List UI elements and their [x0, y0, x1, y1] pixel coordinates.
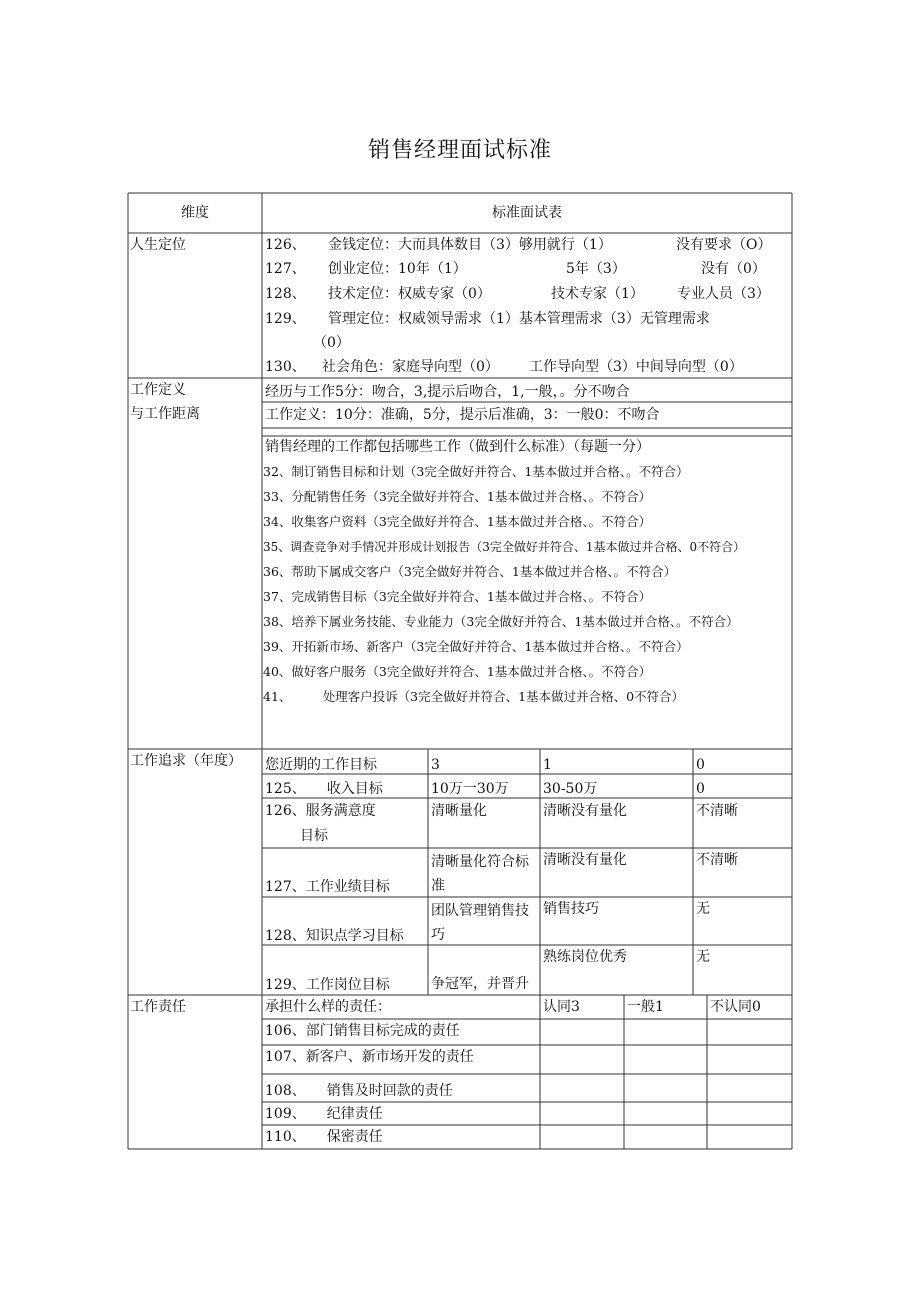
- pursuit-cell: 126、服务满意度: [265, 803, 376, 819]
- pursuit-cell: 团队管理销售技: [431, 903, 529, 919]
- page-title: 销售经理面试标准: [367, 138, 552, 163]
- pursuit-cell: 无: [696, 901, 710, 917]
- pursuit-cell: 目标: [300, 828, 328, 844]
- tasks-header: 销售经理的工作都包括哪些工作（做到什么标准）（每题一分）: [265, 439, 650, 455]
- life-row-option: 5年（3）: [566, 261, 626, 277]
- task-item: 33、分配销售任务（3完全做好并符合、1基本做过并合格、。不符合）: [263, 489, 652, 504]
- pursuit-cell: 125、 收入目标: [265, 781, 383, 797]
- resp-header-neutral: 一般1: [627, 999, 664, 1015]
- task-item: 34、收集客户资料（3完全做好并符合、1基本做过并合格、。不符合）: [263, 514, 652, 529]
- pursuit-cell: 不清晰: [696, 803, 738, 819]
- pursuit-cell: 巧: [431, 927, 445, 943]
- resp-item: 109、 纪律责任: [265, 1106, 383, 1122]
- life-row-item: 金钱定位：大而具体数目（3）够用就行（1）: [328, 237, 612, 253]
- task-item: 40、做好客户服务（3完全做好并符合、1基本做过并合格、。不符合）: [263, 664, 652, 679]
- resp-header-agree: 认同3: [543, 999, 580, 1015]
- task-item: 36、帮助下属成交客户（3完全做好并符合、1基本做过并合格、。不符合）: [263, 564, 677, 579]
- resp-header-disagree: 不认同0: [710, 999, 761, 1015]
- pursuit-cell: 1: [543, 757, 552, 773]
- life-row-option: 专业人员（3）: [677, 286, 770, 302]
- resp-item: 108、 销售及时回款的责任: [265, 1083, 453, 1099]
- workdef-line: 经历与工作5分：吻合，3,提示后吻合，1,一般，。分不吻合: [265, 384, 630, 400]
- pursuit-cell: 127、工作业绩目标: [265, 879, 390, 895]
- task-item: 37、完成销售目标（3完全做好并符合、1基本做过并合格、。不符合）: [263, 589, 652, 604]
- section-label-workdef-2: 与工作距离: [130, 406, 200, 422]
- pursuit-cell: 销售技巧: [543, 901, 599, 917]
- pursuit-cell: 您近期的工作目标: [265, 757, 377, 773]
- life-row-option: 工作导向型（3）中间导向型（0）: [529, 359, 743, 375]
- column-header-table: 标准面试表: [492, 205, 562, 221]
- pursuit-cell: 不清晰: [696, 852, 738, 868]
- pursuit-cell: 清晰量化符合标: [431, 854, 529, 870]
- task-item: 35、调查竞争对手情况并形成计划报告（3完全做好并符合、1基本做过并合格、0不符合）: [263, 540, 746, 554]
- column-header-dimension: 维度: [181, 205, 209, 221]
- pursuit-cell: 争冠军，并晋升: [431, 976, 529, 992]
- section-label-life: 人生定位: [130, 237, 186, 253]
- task-item: 41、 处理客户投诉（3完全做好并符合、1基本做过并合格、0不符合）: [263, 689, 685, 704]
- life-row-continuation: （0）: [313, 335, 350, 351]
- task-item: 38、培养下属业务技能、专业能力（3完全做好并符合、1基本做过并合格、。不符合）: [263, 614, 739, 629]
- pursuit-cell: 129、工作岗位目标: [265, 977, 390, 993]
- pursuit-cell: 0: [696, 781, 705, 797]
- life-row-option: 技术专家（1）: [551, 286, 644, 302]
- life-row-option: 没有要求（O）: [676, 237, 772, 253]
- life-row-num: 126、: [265, 237, 306, 253]
- workdef-line: 工作定义：10分：准确，5分，提示后准确，3：一般0：不吻合: [265, 407, 660, 423]
- life-row-option: 没有（0）: [701, 261, 766, 277]
- pursuit-cell: 3: [431, 757, 440, 773]
- life-row-num: 128、: [265, 286, 306, 302]
- pursuit-cell: 10万一30万: [431, 781, 509, 797]
- task-item: 39、开拓新市场、新客户（3完全做好并符合、1基本做过并合格、。不符合）: [263, 639, 689, 654]
- pursuit-cell: 清晰没有量化: [543, 852, 627, 868]
- section-label-pursuit: 工作追求（年度）: [130, 753, 242, 769]
- life-row-item: 创业定位：10年（1）: [328, 261, 467, 277]
- pursuit-cell: 清晰没有量化: [543, 803, 627, 819]
- task-item: 32、制订销售目标和计划（3完全做好并符合、1基本做过并合格、。不符合）: [263, 464, 689, 479]
- section-label-resp: 工作责任: [130, 999, 186, 1015]
- life-row-item: 技术定位：权威专家（0）: [328, 286, 491, 302]
- pursuit-cell: 熟练岗位优秀: [543, 949, 627, 965]
- resp-item: 107、新客户、新市场开发的责任: [265, 1049, 474, 1065]
- resp-header: 承担什么样的责任：: [265, 999, 391, 1015]
- section-label-workdef: 工作定义: [130, 382, 186, 398]
- life-row-item: 社会角色：家庭导向型（0）: [322, 359, 499, 375]
- pursuit-cell: 128、知识点学习目标: [265, 928, 404, 944]
- resp-item: 110、 保密责任: [265, 1129, 383, 1145]
- pursuit-cell: 清晰量化: [431, 803, 487, 819]
- life-row-num: 130、: [265, 359, 306, 375]
- pursuit-cell: 30-50万: [543, 781, 598, 797]
- pursuit-cell: 准: [431, 878, 445, 894]
- life-row-num: 129、: [265, 311, 306, 327]
- life-row-num: 127、: [265, 261, 306, 277]
- resp-item: 106、部门销售目标完成的责任: [265, 1023, 460, 1039]
- pursuit-cell: 无: [696, 949, 710, 965]
- life-row-item: 管理定位：权威领导需求（1）基本管理需求（3）无管理需求: [328, 311, 710, 327]
- pursuit-cell: 0: [696, 757, 705, 773]
